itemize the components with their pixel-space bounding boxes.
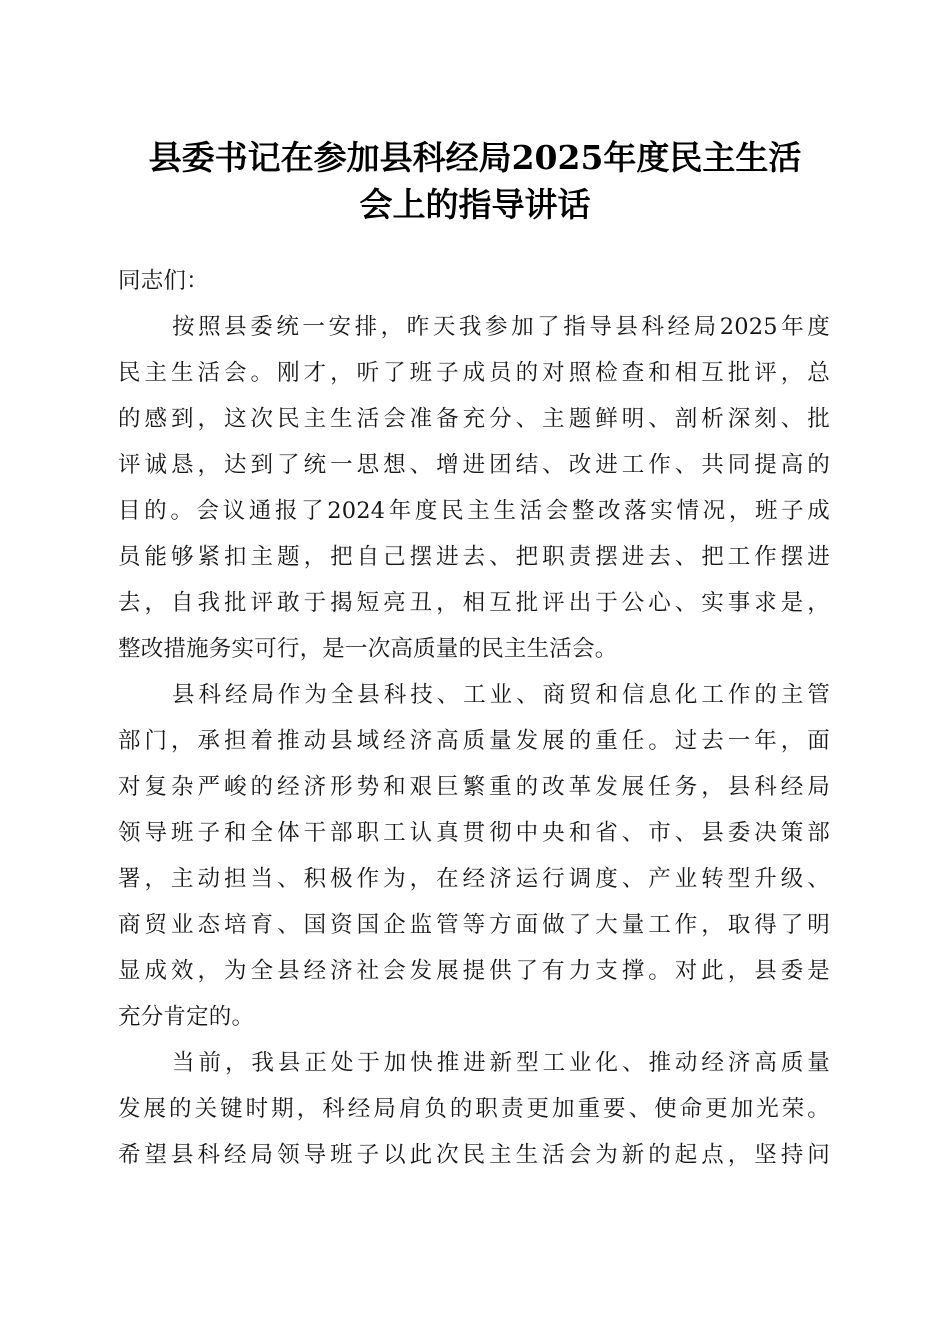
paragraph-line: 目的。会议通报了2024年度民主生活会整改落实情况，班子成: [118, 498, 830, 524]
title-line: 会上的指导讲话: [359, 185, 591, 224]
paragraph-line: 员能够紧扣主题，把自己摆进去、把职责摆进去、把工作摆进: [118, 544, 830, 570]
paragraph-line: 领导班子和全体干部职工认真贯彻中央和省、市、县委决策部: [118, 820, 830, 846]
paragraph-line: 按照县委统一安排，昨天我参加了指导县科经局2025年度: [172, 314, 830, 340]
paragraph-line: 对复杂严峻的经济形势和艰巨繁重的改革发展任务，县科经局: [118, 774, 830, 800]
salutation: 同志们：: [118, 268, 209, 294]
paragraph-line: 希望县科经局领导班子以此次民主生活会为新的起点，坚持问: [118, 1142, 830, 1168]
paragraph-line: 署，主动担当、积极作为，在经济运行调度、产业转型升级、: [118, 866, 830, 892]
paragraph-line: 发展的关键时期，科经局肩负的职责更加重要、使命更加光荣。: [118, 1096, 830, 1122]
paragraph-3: [118, 1040, 830, 1178]
paragraph-line: 商贸业态培育、国资国企监管等方面做了大量工作，取得了明: [118, 912, 830, 938]
paragraph-line: 去，自我批评敢于揭短亮丑，相互批评出于公心、实事求是，: [118, 590, 830, 616]
paragraph-line: 当前，我县正处于加快推进新型工业化、推动经济高质量: [172, 1050, 830, 1076]
paragraph-2: [118, 672, 830, 1040]
paragraph-line: 民主生活会。刚才，听了班子成员的对照检查和相互批评，总: [118, 360, 830, 386]
paragraph-line: 的感到，这次民主生活会准备充分、主题鲜明、剖析深刻、批: [118, 406, 830, 432]
paragraph-line: 县科经局作为全县科技、工业、商贸和信息化工作的主管: [172, 682, 830, 708]
paragraph-line: 整改措施务实可行，是一次高质量的民主生活会。: [118, 636, 618, 662]
paragraph-line: 评诚恳，达到了统一思想、增进团结、改进工作、共同提高的: [118, 452, 830, 478]
paragraph-1: [118, 304, 830, 672]
paragraph-line: 充分肯定的。: [118, 1004, 255, 1030]
document-body: [118, 258, 830, 1178]
document-title: [100, 134, 850, 228]
paragraph-line: 显成效，为全县经济社会发展提供了有力支撑。对此，县委是: [118, 958, 830, 984]
title-line: 县委书记在参加县科经局2025年度民主生活: [148, 138, 802, 177]
paragraph-line: 部门，承担着推动县域经济高质量发展的重任。过去一年，面: [118, 728, 830, 754]
